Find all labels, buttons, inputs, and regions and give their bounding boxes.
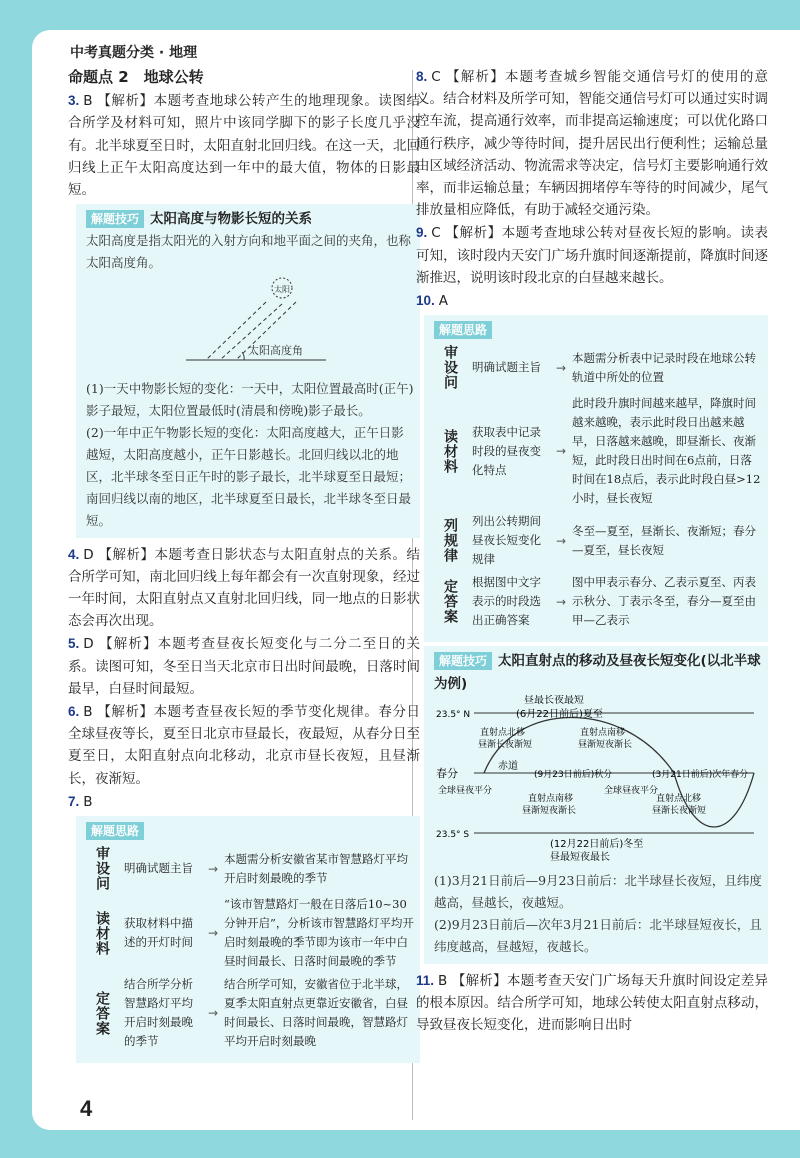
label-23s: 23.5° S [436,829,470,840]
question-number: 10. [416,293,435,309]
answer-text: C 【解析】本题考查地球公转对昼夜长短的影响。读表可知，该时段内天安门广场升旗时间逐渐提前，降旗时间逐渐推迟，说明该时段北京的白昼越来越长。 [416,225,768,286]
right-column [416,66,768,1038]
question-number: 6. [68,704,80,720]
arrow-icon: → [555,444,567,459]
label-autumn: (9月23日前后)秋分 [534,769,613,780]
flow-step-label: 定答案 [442,579,458,625]
flow-step-action: 获取表中记录时段的昼夜变化特点 [472,424,541,477]
answer-4 [68,544,420,633]
flow-step-detail: 本题需分析表中记录时段在地球公转轨道中所处的位置 [572,350,756,384]
sun-label: 太阳 [274,285,290,295]
arrow-icon: → [207,926,219,941]
answer-text: D 【解析】本题考查日影状态与太阳直射点的关系。结合所学可知，南北回归线上每年都会有一次直射现象，经过一年时间，太阳直射点又直射北回归线，同一地点的日影状态会再次出现。 [68,546,420,630]
question-number: 5. [68,636,80,652]
arrow-icon: → [555,533,567,548]
arrow-icon: → [207,861,219,876]
answer-7 [68,791,420,813]
question-number: 4. [68,546,80,562]
flow-step-detail: 冬至—夏至，昼渐长、夜渐短；春分—夏至，昼长夜短 [572,523,756,557]
flow-step-label: 读材料 [442,428,458,474]
flow-step-action: 明确试题主旨 [472,360,541,375]
label-equator: 赤道 [498,760,518,772]
flow-step-action: 根据图中文字表示的时段选出正确答案 [472,575,541,628]
flow-step-detail: 此时段升旗时间越来越早，降旗时间越来越晚，表示此时段日出越来越早，日落越来越晚，即昼渐长、夜渐短，此时段日出时间在6点前，日落时间在18点后，表示此时段白昼>12小时，昼长夜短 [572,396,761,506]
flow-row [434,345,762,390]
label-left-2: 昼渐长夜渐短 [478,739,533,750]
answer-text: B [83,793,93,810]
tip-tag: 解题技巧 [86,210,144,228]
question-number: 8. [416,69,428,84]
tip-paragraph-1: (1)3月21日前后—9月23日前后：北半球昼长夜短，且纬度越高，昼越长，夜越短。 [434,873,762,911]
left-column [68,66,420,1067]
answer-9 [416,222,768,289]
page [32,30,800,1130]
label-next-spring: (3月21日前后)次年春分 [652,769,749,780]
label-mid-right-3: 昼渐长夜渐短 [652,805,707,816]
label-mid-left-3: 昼渐短夜渐长 [522,805,577,816]
question-number: 7. [68,793,80,809]
question-number: 3. [68,93,80,109]
answer-text: B 【解析】本题考查地球公转产生的地理现象。读图结合所学及材料可知，照片中该同学脚下的影子长度几乎没有。北半球夏至日时，太阳直射北回归线。在这一天，北回归线上正午太阳高度达到一年中的最大值，物体的日影最短。 [68,93,420,199]
label-mid-right-1: 全球昼夜平分 [604,785,659,796]
answer-text: C 【解析】本题考查城乡智能交通信号灯的使用的意义。结合材料及所学可知，智能交通信号灯可以通过实时调控车流，提高通行效率，而非提高运输速度；可以优化路口通行秩序，减少等待时间，提升居民出行便利性；运输总量由区域经济活动、物流需求等决定，信号灯主要影响通行效率，而非运输总量；车辆因拥堵停车等待的时间减少，尾气排放量相应降低，有助于减轻交通污染。 [416,69,768,219]
question-number: 9. [416,225,428,241]
label-mid-left-1: 全球昼夜平分 [438,785,493,796]
sun-angle-diagram [86,274,386,370]
answer-6 [68,701,420,790]
answer-text: D 【解析】本题考查昼夜长短变化与二分二至日的关系。读图可知，冬至日当天北京市日出时间最晚，日落时间最早，白昼时间最短。 [68,636,420,697]
flow-step-label: 审设问 [94,846,110,892]
label-mid-right-2: 直射点北移 [656,793,702,804]
label-bottom: 昼最短夜最长 [550,851,610,863]
flow-step-detail: “该市智慧路灯一般在日落后10~30分钟开启”，分析该市智慧路灯平均开启时刻最晚的季节即为该市一年中白昼时间最长、日落时间最晚的季节 [224,897,414,969]
solution-flow-10 [424,315,768,642]
page-number: 4 [80,1096,93,1121]
label-23n: 23.5° N [436,709,471,720]
label-left-1: 直射点北移 [480,727,526,738]
flow-step-detail: 结合所学可知，安徽省位于北半球，夏季太阳直射点更靠近安徽省，白昼时间最长、日落时间最晚，智慧路灯平均开启时刻最晚 [224,977,408,1049]
flow-step-label: 列规律 [442,518,458,564]
flow-row [434,573,762,630]
arrow-icon: → [207,1006,219,1021]
flow-row [434,394,762,508]
flow-step-action: 明确试题主旨 [124,861,193,876]
answer-10 [416,290,768,312]
flow-step-detail: 本题需分析安徽省某市智慧路灯平均开启时刻最晚的季节 [224,851,408,885]
tip-paragraph-1: (1)一天中物影长短的变化：一天中，太阳位置最高时(正午)影子最短，太阳位置最低时(清晨和傍晚)影子最长。 [86,380,414,418]
label-top: 昼最长夜最短 [524,694,584,706]
tip-tag: 解题技巧 [434,652,492,670]
flow-row [86,975,414,1051]
answer-5 [68,633,420,700]
flow-step-label: 审设问 [442,345,458,391]
label-spring: 春分 [436,766,458,780]
answer-text: A [438,293,449,310]
question-number: 11. [416,973,435,989]
flow-tag: 解题思路 [86,822,144,840]
arrow-icon: → [555,360,567,375]
flow-step-action: 结合所学分析智慧路灯平均开启时刻最晚的季节 [124,977,193,1049]
flow-row [86,846,414,891]
section-title: 命题点 2 地球公转 [68,68,204,86]
tip-title: 太阳高度与物影长短的关系 [150,211,313,228]
tip-paragraph-2: (2)9月23日前后—次年3月21日前后：北半球昼短夜长，且纬度越高，昼越短，夜越长。 [434,917,762,955]
label-mid-left-2: 直射点南移 [528,793,574,804]
flow-row [434,512,762,569]
tip-title: 太阳直射点的移动及昼夜长短变化(以北半球为例) [434,653,761,692]
angle-label: 太阳高度角 [248,344,303,358]
label-summer: (6月22日前后)夏至 [516,708,603,720]
label-winter: (12月22日前后)冬至 [550,838,644,850]
flow-step-label: 定答案 [94,990,110,1036]
flow-step-detail: 图中甲表示春分、乙表示夏至、丙表示秋分、丁表示冬至，春分—夏至由甲—乙表示 [572,575,756,628]
answer-text: B 【解析】本题考查昼夜长短的季节变化规律。春分日全球昼夜等长，夏至日北京市昼最长，夜最短，从春分日至夏至日，太阳直射点向北移动，北京市昼长夜短，且昼渐长，夜渐短。 [68,704,420,787]
flow-step-action: 获取材料中描述的开灯时间 [124,916,193,950]
sun-movement-diagram [434,695,762,870]
flow-row [86,895,414,971]
running-header: 中考真题分类 · 地理 [70,45,198,61]
label-right-2: 昼渐短夜渐长 [578,739,633,750]
label-right-1: 直射点南移 [580,727,626,738]
flow-tag: 解题思路 [434,321,492,339]
answer-8 [416,66,768,221]
answer-3 [68,90,420,201]
answer-text: B 【解析】本题考查天安门广场每天升旗时间设定差异的根本原因。结合所学可知，地球公转使太阳直射点移动，导致昼夜长短变化，进而影响日出时 [416,973,768,1034]
tip-intro: 太阳高度是指太阳光的入射方向和地平面之间的夹角，也称太阳高度角。 [86,233,412,271]
answer-11 [416,970,768,1037]
tip-box-direct-sunlight [424,646,768,964]
arrow-icon: → [555,594,567,609]
tip-box-sun-height [76,204,420,537]
solution-flow-7 [76,816,420,1063]
tip-paragraph-2: (2)一年中正午物影长短的变化：太阳高度越大，正午日影越短，太阳高度越小，正午日影越长。北回归线以北的地区，北半球冬至日正午时的影子最长，北半球夏至日最短；南回归线以南的地区，北半球夏至日最长，北半球冬至日最短。 [86,424,412,528]
flow-step-label: 读材料 [94,910,110,956]
flow-step-action: 列出公转期间昼夜长短变化规律 [472,514,541,567]
